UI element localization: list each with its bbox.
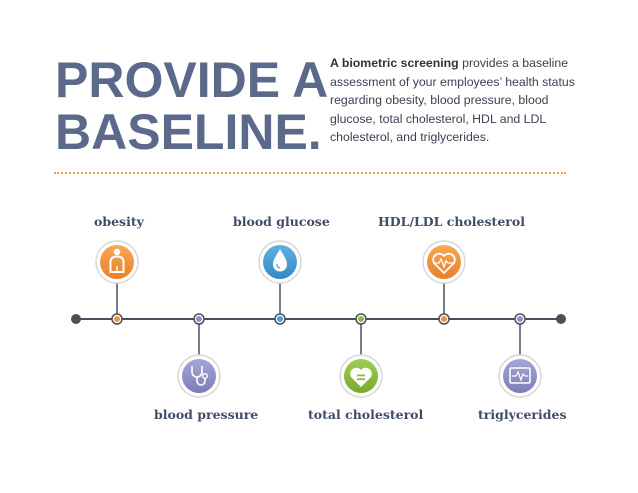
timeline-end-dot (556, 314, 566, 324)
timeline-dot-hdl-ldl (439, 314, 449, 324)
timeline-dot-obesity (112, 314, 122, 324)
timeline-dot-blood-pressure (194, 314, 204, 324)
headline-line-2: BASELINE. (55, 104, 322, 160)
timeline-dot-total-cholesterol (356, 314, 366, 324)
timeline-dot-blood-glucose (275, 314, 285, 324)
label-hdl-ldl-cholesterol: HDL/LDL cholesterol (378, 214, 525, 229)
label-triglycerides: triglycerides (478, 407, 567, 422)
label-blood-pressure: blood pressure (154, 407, 259, 422)
label-total-cholesterol: total cholesterol (308, 407, 424, 422)
person-icon (96, 241, 138, 283)
timeline-dot-triglycerides (515, 314, 525, 324)
intro-text: provides a baseline assessment of your employees’ health status regarding obesity, blood pressure, blood glucose, total cholesterol, HDL and LDL cholesterol, and triglycerides. (330, 56, 575, 145)
drop-icon (259, 241, 301, 283)
label-blood-glucose: blood glucose (233, 214, 330, 229)
label-obesity: obesity (94, 214, 144, 229)
stethoscope-icon (178, 355, 220, 397)
monitor-pulse-icon (499, 355, 541, 397)
intro-bold: A biometric screening (330, 56, 459, 70)
heart-equals-icon (340, 355, 382, 397)
timeline-start-dot (71, 314, 81, 324)
headline-line-1: PROVIDE A (55, 52, 329, 108)
heart-pulse-icon (423, 241, 465, 283)
